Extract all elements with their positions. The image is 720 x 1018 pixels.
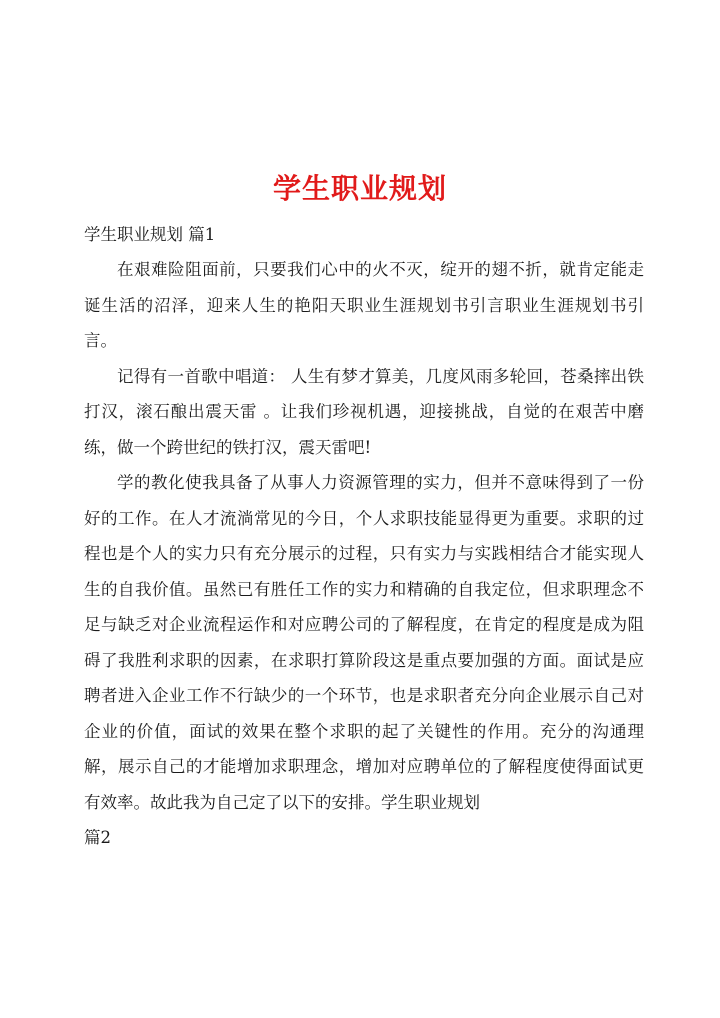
paragraph-1: 在艰难险阻面前，只要我们心中的火不灭，绽开的翅不折，就肯定能走诞生活的沼泽，迎来人生的艳阳天职业生涯规划书引言职业生涯规划书引言。: [84, 260, 644, 350]
document-title: 学生职业规划: [272, 171, 447, 205]
section-heading: 学生职业规划 篇1: [84, 225, 216, 244]
paragraph-3: 学的教化使我具备了从事人力资源管理的实力，但并不意味得到了一份好的工作。在人才流淌常见的今日，个人求职技能显得更为重要。求职的过程也是个人的实力只有充分展示的过程，只有实力与实践相结合才能实现人生的自我价值。虽然已有胜任工作的实力和精确的自我定位，但求职理念不足与缺乏对企业流程运作和对应聘公司的了解程度，在肯定的程度是成为阻碍了我胜利求职的因素，在求职打算阶段这是重点要加强的方面。面试是应聘者进入企业工作不行缺少的一个环节，也是求职者充分向企业展示自己对企业的价值，面试的效果在整个求职的起了关键性的作用。充分的沟通理解，展示自己的才能增加求职理念，增加对应聘单位的了解程度使得面试更有效率。故此我为自己定了以下的安排。学生职业规划: [84, 473, 644, 812]
paragraph-2: 记得有一首歌中唱道： 人生有梦才算美，几度风雨多轮回，苍桑摔出铁打汉，滚石酿出震天雷 。让我们珍视机遇，迎接挑战，自觉的在艰苦中磨练，做一个跨世纪的铁打汉，震天雷吧!: [84, 366, 644, 457]
next-section-marker: 篇2: [84, 828, 111, 847]
document-body: [84, 218, 644, 856]
